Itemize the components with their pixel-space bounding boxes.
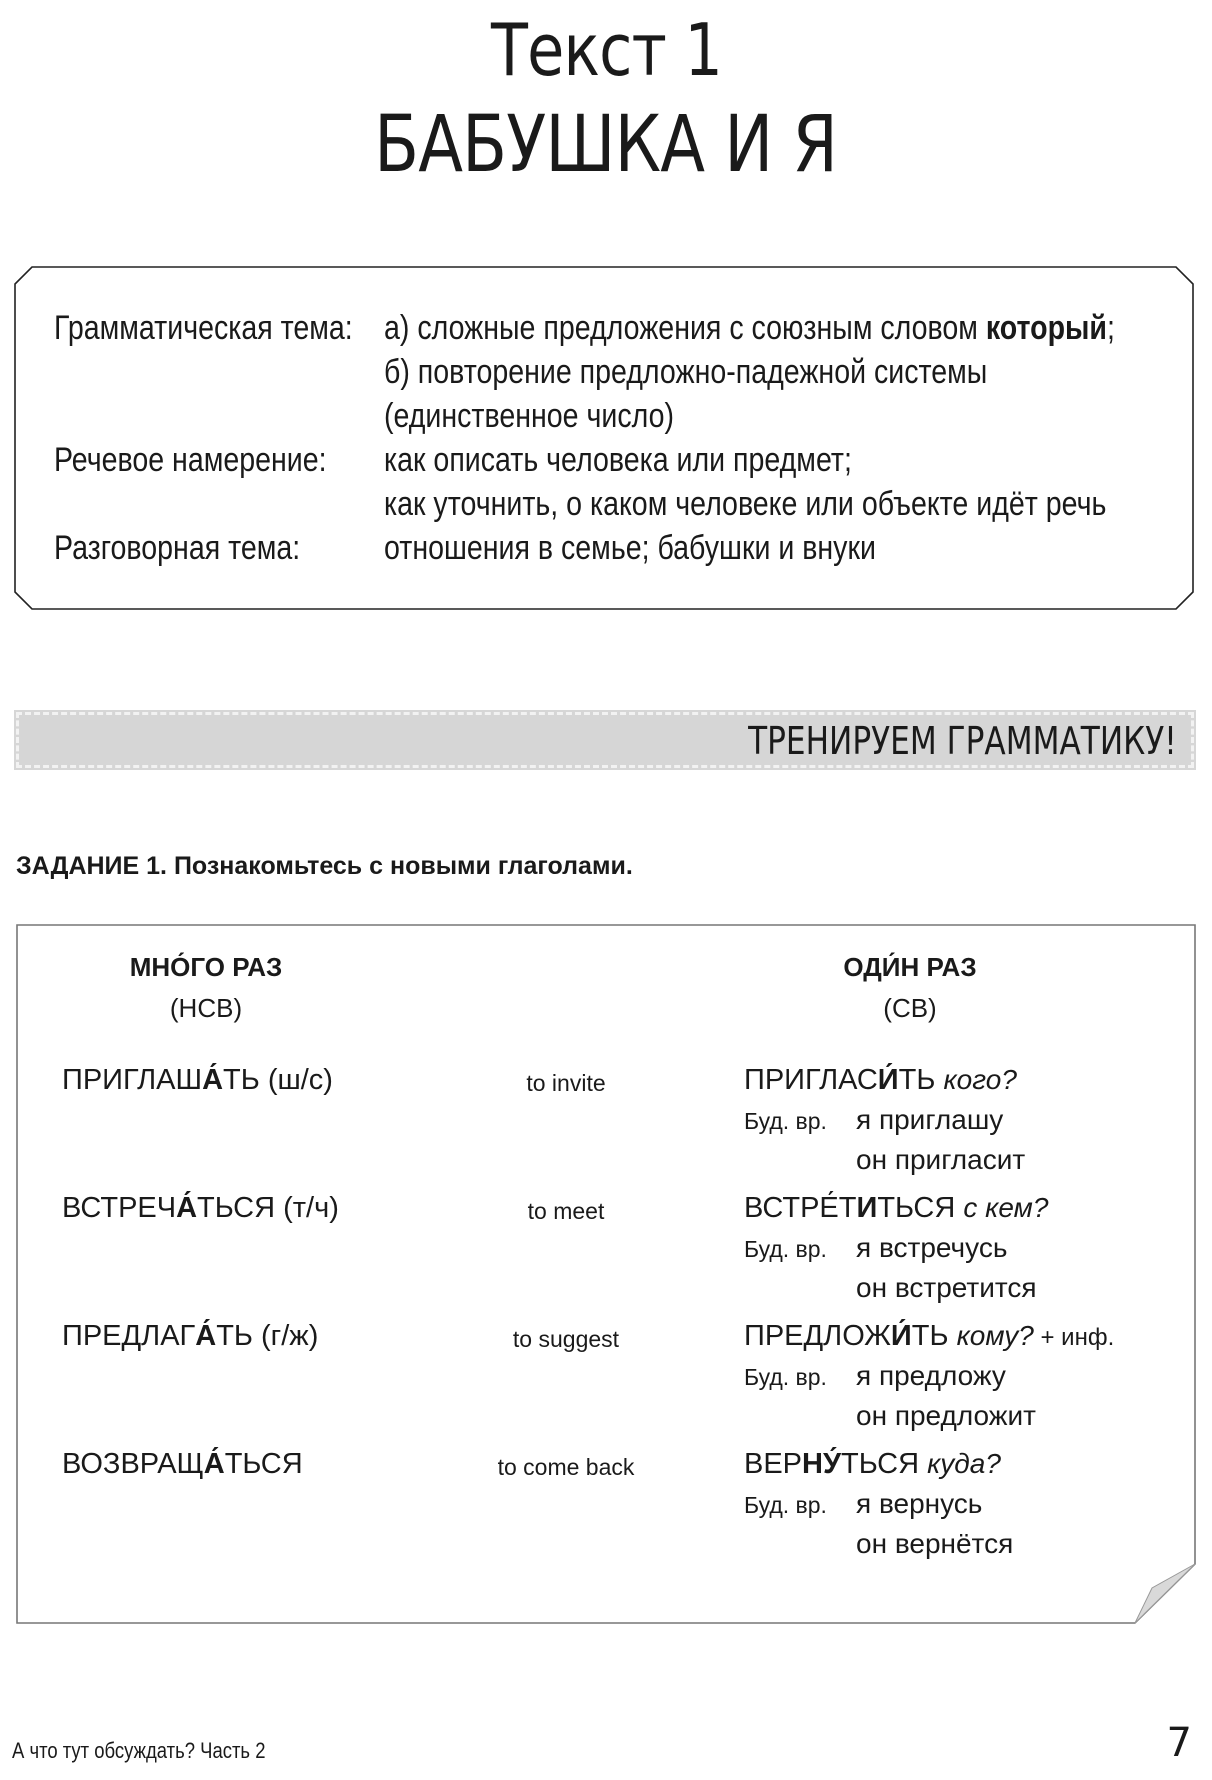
verb-row-imperfective: ВОЗВРАЩА́ТЬСЯ bbox=[62, 1448, 303, 1480]
future-third-person: он вернётся bbox=[856, 1528, 1014, 1559]
future-tense-label: Буд. вр. bbox=[744, 1364, 827, 1390]
grammar-topic-label: Грамматическая тема: bbox=[54, 309, 353, 347]
imperfective-aspect: (НСВ) bbox=[169, 993, 243, 1023]
imperfective-title: МНО́ГО РАЗ bbox=[129, 952, 283, 982]
future-first-person: я приглашу bbox=[856, 1104, 1004, 1135]
topics-box bbox=[14, 266, 1194, 610]
future-third-person: он предложит bbox=[856, 1400, 1036, 1431]
grammar-topic-c: (единственное число) bbox=[384, 397, 674, 435]
verb-row-imperfective: ПРЕДЛАГА́ТЬ (г/ж) bbox=[62, 1320, 319, 1352]
perfective-aspect: (СВ) bbox=[883, 993, 937, 1023]
future-third-person: он встретится bbox=[856, 1272, 1037, 1303]
future-first-person: я предложу bbox=[856, 1360, 1006, 1391]
imperfective-column-head bbox=[56, 952, 356, 1024]
future-tense-label: Буд. вр. bbox=[744, 1108, 827, 1134]
verb-table bbox=[16, 924, 1196, 1624]
grammar-topic-a: а) сложные предложения с союзным словом который; bbox=[384, 309, 1115, 347]
future-third-person: он пригласит bbox=[856, 1144, 1026, 1175]
grammar-topic-b: б) повторение предложно-падежной системы bbox=[384, 353, 988, 391]
verb-row-english: to invite bbox=[526, 1070, 606, 1096]
footer-book-title: А что тут обсуждать? Часть 2 bbox=[12, 1738, 266, 1763]
text-number-title: Текст 1 bbox=[490, 8, 722, 92]
verb-row-english: to meet bbox=[527, 1198, 605, 1224]
verb-row-perfective: ВЕРНУ́ТЬСЯ куда? bbox=[744, 1448, 1001, 1480]
conversation-topic-label: Разговорная тема: bbox=[54, 529, 301, 567]
conversation-topic-1: отношения в семье; бабушки и внуки bbox=[384, 529, 876, 567]
verb-row-english: to come back bbox=[497, 1454, 635, 1480]
speech-intent-2: как уточнить, о каком человеке или объекте идёт речь bbox=[384, 485, 1107, 523]
verb-row-perfective: ВСТРЕ́ТИТЬСЯ с кем? bbox=[744, 1192, 1049, 1224]
task-heading: ЗАДАНИЕ 1. Познакомьтесь с новыми глаголами. bbox=[16, 852, 633, 880]
future-tense-label: Буд. вр. bbox=[744, 1492, 827, 1518]
perfective-column-head bbox=[760, 952, 1060, 1024]
section-banner bbox=[16, 712, 1194, 768]
verb-row-perfective: ПРЕДЛОЖИ́ТЬ кому? + инф. bbox=[744, 1320, 1115, 1352]
perfective-title: ОДИ́Н РАЗ bbox=[843, 952, 977, 982]
speech-intent-1: как описать человека или предмет; bbox=[384, 441, 852, 479]
verb-row-perfective: ПРИГЛАСИ́ТЬ кого? bbox=[744, 1064, 1017, 1096]
section-banner-text: ТРЕНИРУЕМ ГРАММАТИКУ! bbox=[748, 719, 1177, 763]
verb-row-english: to suggest bbox=[512, 1326, 620, 1352]
verb-row-imperfective: ПРИГЛАША́ТЬ (ш/с) bbox=[62, 1064, 333, 1096]
future-first-person: я вернусь bbox=[856, 1488, 983, 1519]
verb-row-imperfective: ВСТРЕЧА́ТЬСЯ (т/ч) bbox=[62, 1192, 339, 1224]
page-number: 7 bbox=[1166, 1720, 1192, 1766]
speech-intent-label: Речевое намерение: bbox=[54, 441, 327, 479]
future-first-person: я встречусь bbox=[856, 1232, 1008, 1263]
text-title: БАБУШКА И Я bbox=[374, 100, 838, 190]
future-tense-label: Буд. вр. bbox=[744, 1236, 827, 1262]
